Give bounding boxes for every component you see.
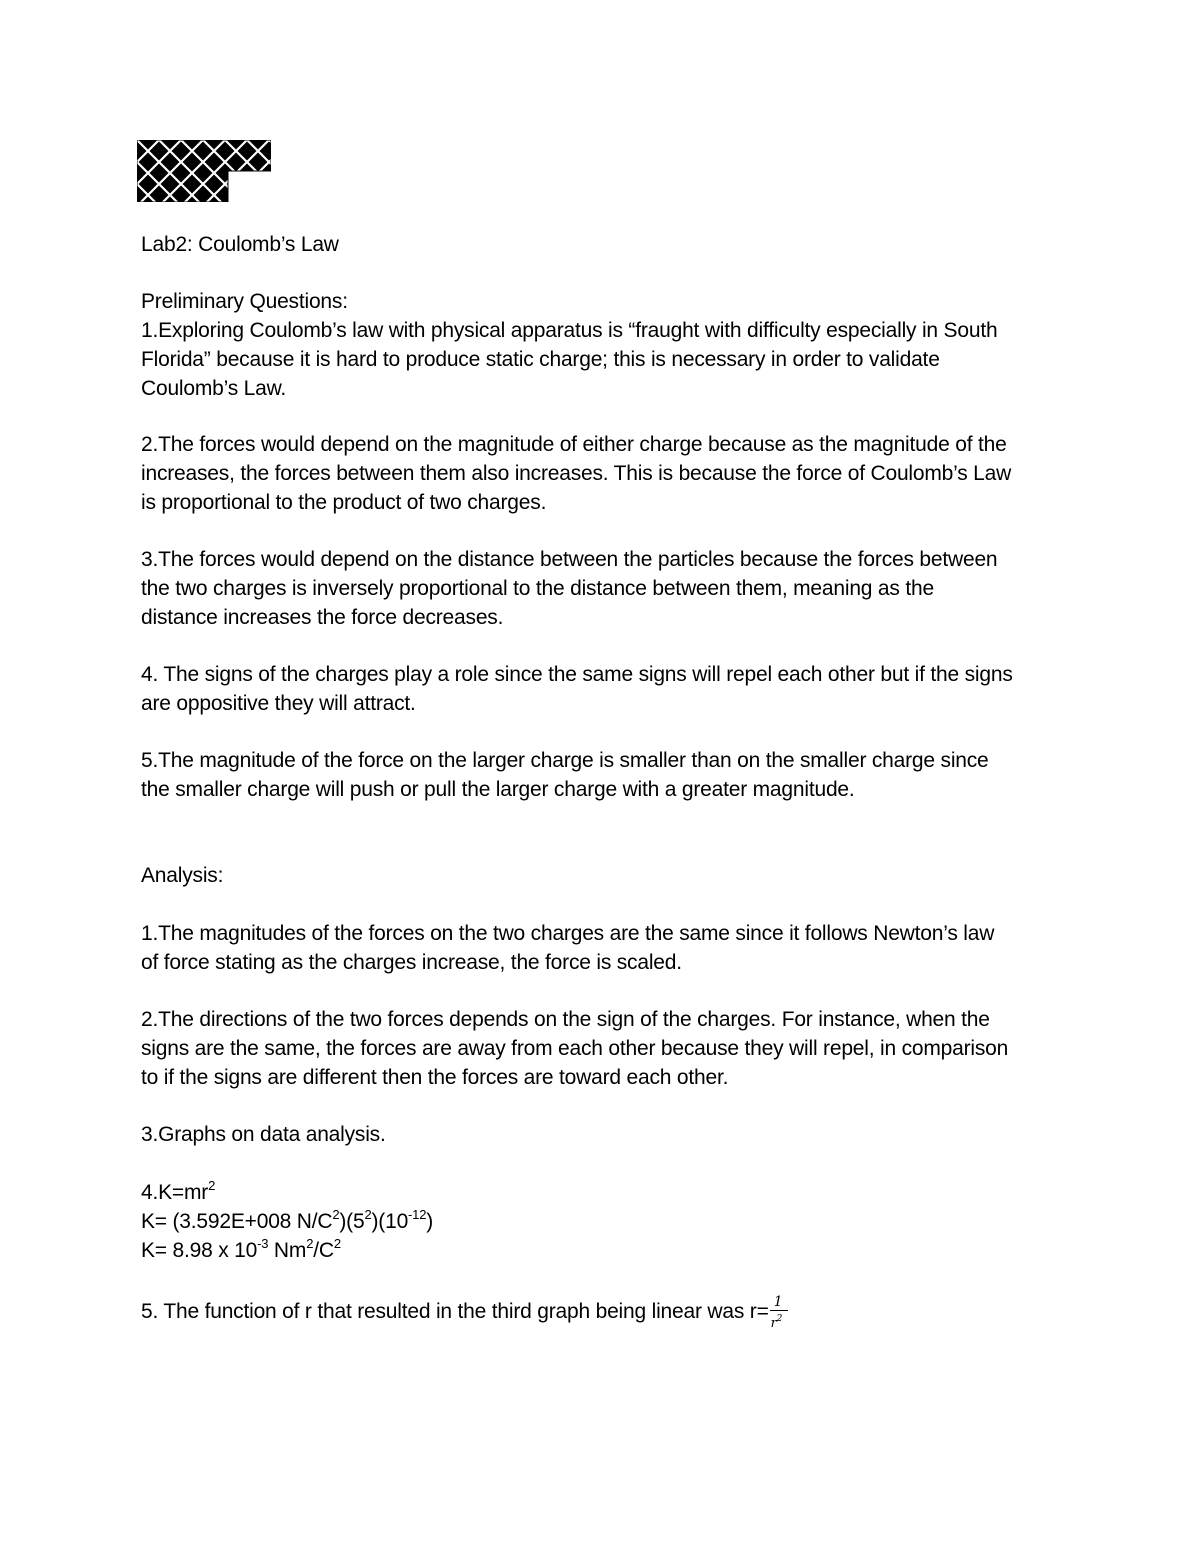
exponent: 2 [364,1207,372,1222]
preliminary-heading [141,287,1071,316]
equation-text: K= 8.98 x 10 [141,1239,258,1262]
equation-text: )(5 [339,1210,365,1233]
exponent: -12 [408,1207,427,1222]
analysis-answer-3 [141,1120,1071,1149]
paragraph-line: 1.Exploring Coulomb’s law with physical apparatus is “fraught with difficulty especially in South [141,319,998,342]
exponent: 2 [208,1178,216,1193]
equation-text: ) [426,1210,434,1233]
preliminary-answer-5 [141,746,1071,804]
paragraph-line: is proportional to the product of two charges. [141,491,547,514]
exponent: 2 [332,1207,340,1222]
equation-k-definition [141,1178,1071,1207]
document-title [141,230,1071,259]
fraction-numerator: 1 [773,1294,783,1310]
denominator-variable: r [770,1316,777,1331]
analysis-answer-5 [141,1294,1071,1331]
exponent: -3 [257,1236,269,1251]
equation-text: )(10 [371,1210,409,1233]
paragraph-line: 3.The forces would depend on the distance between the particles because the forces between [141,548,998,571]
preliminary-answer-2 [141,430,1071,517]
paragraph-line: the two charges is inversely proportional to the distance between them, meaning as the [141,577,934,600]
redacted-name-block [137,140,271,202]
paragraph-line: the smaller charge will push or pull the larger charge with a greater magnitude. [141,778,855,801]
analysis-answer-2 [141,1005,1071,1092]
preliminary-answer-1 [141,316,1071,403]
equation-k-substitution [141,1207,1071,1236]
paragraph-line [141,1294,1071,1331]
redaction-pattern-icon [137,140,271,202]
paragraph-line: 2.The forces would depend on the magnitude of either charge because as the magnitude of the [141,433,1007,456]
title-text: Lab2: Coulomb’s Law [141,233,339,256]
preliminary-answer-4 [141,660,1071,718]
exponent: 2 [776,1314,783,1324]
equation-text: K= (3.592E+008 N/C [141,1210,333,1233]
analysis-heading [141,861,1071,890]
exponent: 2 [306,1236,314,1251]
paragraph-line: increases, the forces between them also increases. This is because the force of Coulomb’s Law [141,462,1012,485]
paragraph-line: 5.The magnitude of the force on the larger charge is smaller than on the smaller charge since [141,749,989,772]
paragraph-line: 4. The signs of the charges play a role since the same signs will repel each other but if the signs [141,663,1013,686]
analysis-answer-1 [141,919,1071,977]
paragraph-line: Coulomb’s Law. [141,377,287,400]
paragraph-line: of force stating as the charges increase, the force is scaled. [141,951,682,974]
exponent: 2 [333,1236,341,1251]
paragraph-line: 3.Graphs on data analysis. [141,1123,386,1146]
paragraph-line: signs are the same, the forces are away from each other because they will repel, in comparison [141,1037,1009,1060]
analysis-heading-text: Analysis: [141,864,224,887]
paragraph-line: distance increases the force decreases. [141,606,504,629]
fraction-one-over-r-squared [769,1294,791,1331]
paragraph-line: to if the signs are different then the forces are toward each other. [141,1066,729,1089]
paragraph-line: are oppositive they will attract. [141,692,416,715]
equation-text: Nm [268,1239,307,1262]
answer-text: 5. The function of r that resulted in the third graph being linear was r= [141,1300,769,1323]
equation-text: 4.K=mr [141,1181,209,1204]
fraction-denominator [771,1309,783,1338]
analysis-answer-4-equations [141,1178,1071,1265]
equation-k-result [141,1236,1071,1265]
preliminary-heading-text: Preliminary Questions: [141,290,348,313]
paragraph-line: 2.The directions of the two forces depends on the sign of the charges. For instance, when the [141,1008,990,1031]
preliminary-answer-3 [141,545,1071,632]
equation-text: /C [313,1239,334,1262]
paragraph-line: 1.The magnitudes of the forces on the two charges are the same since it follows Newton’s law [141,922,995,945]
paragraph-line: Florida” because it is hard to produce static charge; this is necessary in order to validate [141,348,940,371]
